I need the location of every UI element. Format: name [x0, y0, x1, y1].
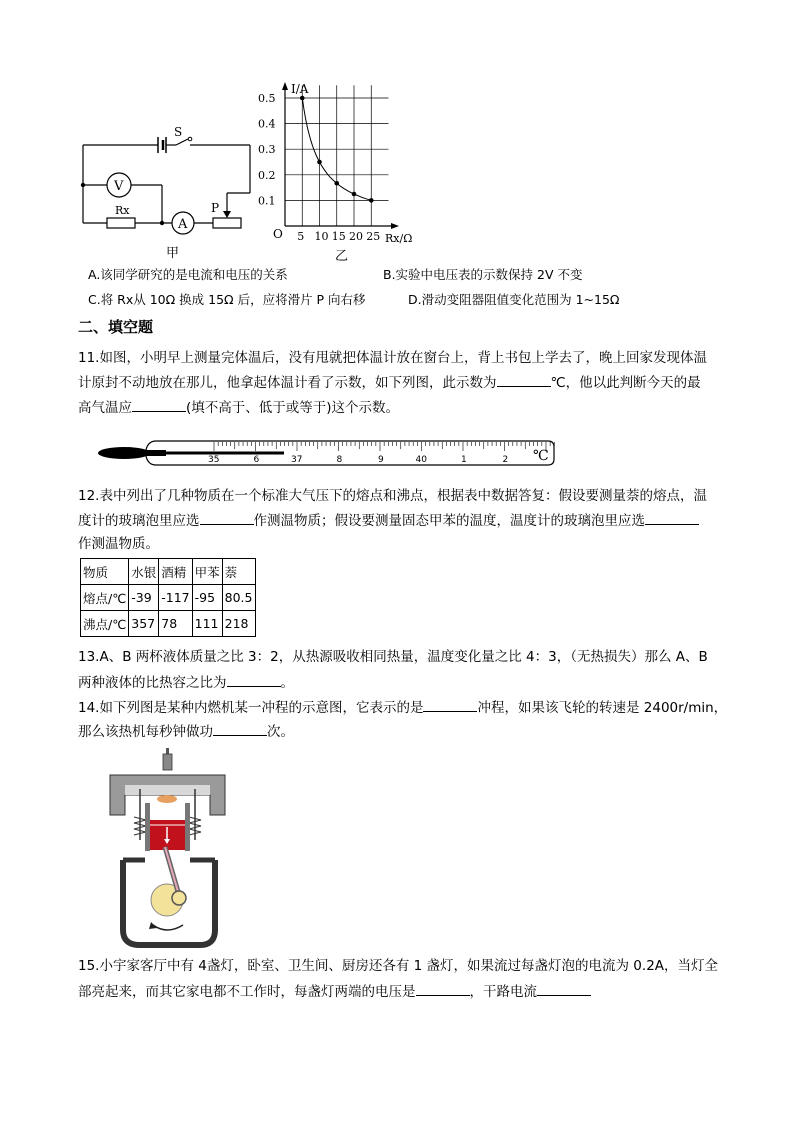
circuit-diagram	[70, 115, 270, 265]
table-header-cell: 萘	[222, 559, 255, 585]
thermometer-tick-label: 35	[208, 455, 220, 465]
table-cell: 357	[129, 611, 159, 637]
x-tick-label: 5	[297, 230, 305, 243]
q15-line2	[78, 979, 591, 1005]
q13-blank-1[interactable]	[227, 672, 281, 687]
thermometer-figure	[96, 436, 558, 470]
option-a: A.该同学研究的是电流和电压的关系	[88, 267, 288, 282]
data-point	[334, 181, 339, 186]
graph-caption: 乙	[335, 249, 349, 264]
mercury-column	[166, 452, 284, 455]
q12-line1: 12.表中列出了几种物质在一个标准大气压下的熔点和沸点，根据表中数据答复：假设要测量萘的熔点，温	[78, 488, 707, 504]
x-tick-label: 15	[331, 230, 346, 243]
thermometer-tick-label: 40	[415, 455, 427, 465]
data-point	[317, 160, 322, 165]
data-point	[369, 198, 374, 203]
table-cell: 熔点/℃	[81, 585, 129, 611]
q14-line1	[78, 695, 727, 721]
q15-line1: 15.小宇家客厅中有 4盏灯，卧室、卫生间、厨房还各有 1 盏灯，如果流过每盏灯泡的电流为 0.2A，当灯全	[78, 958, 719, 974]
thermometer-tick-label: 1	[461, 455, 467, 465]
ignition-spark	[157, 795, 177, 803]
table-header-cell: 水银	[129, 559, 159, 585]
q15-blank-2[interactable]	[537, 981, 591, 996]
thermometer-tick-label: 6	[253, 455, 260, 465]
q14-blank-2[interactable]	[213, 721, 267, 736]
q11-line3	[78, 395, 399, 421]
x-tick-label: 10	[314, 230, 329, 243]
origin-label: O	[273, 227, 283, 241]
table-header-cell: 甲苯	[192, 559, 222, 585]
table-cell: 218	[222, 611, 255, 637]
table-cell: -39	[129, 585, 159, 611]
q13-text-b: 。	[280, 675, 294, 691]
section-title: 二、填空题	[78, 318, 154, 336]
thermometer-tick-label: 8	[336, 455, 343, 465]
current-resistance-graph	[255, 80, 425, 265]
q11-blank-2[interactable]	[132, 397, 186, 412]
graph-grid	[285, 85, 389, 226]
q11-text-a: 计原封不动地放在那儿，他拿起体温计看了示数，如下列图，此示数为	[78, 375, 497, 391]
table-row	[81, 611, 256, 637]
q15-blank-1[interactable]	[416, 981, 470, 996]
table-cell: -95	[192, 585, 222, 611]
y-tick-label: 0.2	[258, 168, 276, 182]
option-d: D.滑动变阻器阻值变化范围为 1~15Ω	[408, 292, 620, 307]
spark-plug	[163, 754, 172, 770]
data-point	[300, 96, 305, 101]
q14-text-a: 14.如下列图是某种内燃机某一冲程的示意图，它表示的是	[78, 700, 424, 716]
thermometer-bulb	[98, 447, 150, 459]
voltmeter-label: V	[114, 179, 124, 194]
y-tick-label: 0.5	[258, 92, 276, 105]
option-c: C.将 Rx从 10Ω 换成 15Ω 后，应将滑片 P 向右移	[88, 292, 366, 307]
melting-boiling-table	[80, 558, 256, 637]
table-cell: 沸点/℃	[81, 611, 129, 637]
y-axis-label: I/A	[291, 82, 309, 96]
q12-text-a: 度计的玻璃泡里应选	[78, 513, 200, 529]
q14-text-d: 次。	[267, 724, 294, 740]
circuit-caption: 甲	[166, 246, 180, 261]
thermometer-tick-label: 37	[291, 455, 303, 465]
x-axis-arrow	[391, 223, 399, 229]
x-tick-label: 25	[366, 230, 381, 243]
table-cell: -117	[159, 585, 192, 611]
thermometer-tick-label: 2	[502, 455, 509, 465]
engine-stroke-diagram	[105, 745, 230, 950]
q13-text-a: 两种液体的比热容之比为	[78, 675, 227, 691]
q14-text-b: 冲程，如果该飞轮的转速是 2400r/min，	[477, 700, 728, 716]
table-cell: 78	[159, 611, 192, 637]
y-tick-label: 0.4	[258, 117, 276, 131]
q14-text-c: 那么该热机每秒钟做功	[78, 724, 213, 740]
q11-line2	[78, 370, 701, 396]
q12-blank-2[interactable]	[645, 510, 699, 525]
x-axis-label: Rx/Ω	[385, 232, 413, 245]
thermometer-tick-label: 9	[378, 455, 384, 465]
y-tick-label: 0.3	[258, 143, 276, 157]
q11-text-b: ℃，他以此判断今天的最	[550, 375, 701, 391]
table-header-cell: 酒精	[159, 559, 192, 585]
data-point	[352, 192, 357, 197]
q12-blank-1[interactable]	[200, 510, 254, 525]
graph-tick-labels	[258, 92, 380, 243]
q14-line2	[78, 719, 294, 745]
table-header-row	[81, 559, 256, 585]
q15-text-a: 部亮起来，而其它家电都不工作时，每盏灯两端的电压是	[78, 984, 416, 1000]
q11-blank-1[interactable]	[497, 372, 551, 387]
q11-text-d: (填不高于、低于或等于)这个示数。	[186, 400, 400, 416]
switch-label: S	[174, 125, 183, 139]
y-tick-label: 0.1	[258, 194, 276, 208]
q13-line2	[78, 670, 294, 696]
x-tick-label: 20	[349, 230, 363, 243]
table-cell: 111	[192, 611, 222, 637]
q12-line2	[78, 508, 699, 534]
slider-label: P	[211, 201, 220, 215]
q11-line1: 11.如图，小明早上测量完体温后，没有甩就把体温计放在窗台上，背上书包上学去了，晚上回家发现体温	[78, 350, 707, 366]
q12-line3: 作测温物质。	[78, 536, 159, 552]
resistor-label: Rx	[115, 204, 130, 217]
q13-line1: 13.A、B 两杯液体质量之比 3：2，从热源吸收相同热量，温度变化量之比 4：3，（无热损失）那么 A、B	[78, 649, 708, 665]
table-header-cell: 物质	[81, 559, 129, 585]
table-cell: 80.5	[222, 585, 255, 611]
ammeter-label: A	[178, 217, 188, 232]
thermometer-unit: ℃	[533, 448, 549, 464]
y-axis-arrow	[282, 82, 288, 90]
q15-text-b: ，干路电流	[469, 984, 537, 1000]
q11-text-c: 高气温应	[78, 400, 132, 416]
q12-text-b: 作测温物质；假设要测量固态甲苯的温度，温度计的玻璃泡里应选	[253, 513, 645, 529]
option-b: B.实验中电压表的示数保持 2V 不变	[383, 267, 583, 282]
q14-blank-1[interactable]	[423, 697, 477, 712]
table-row	[81, 585, 256, 611]
